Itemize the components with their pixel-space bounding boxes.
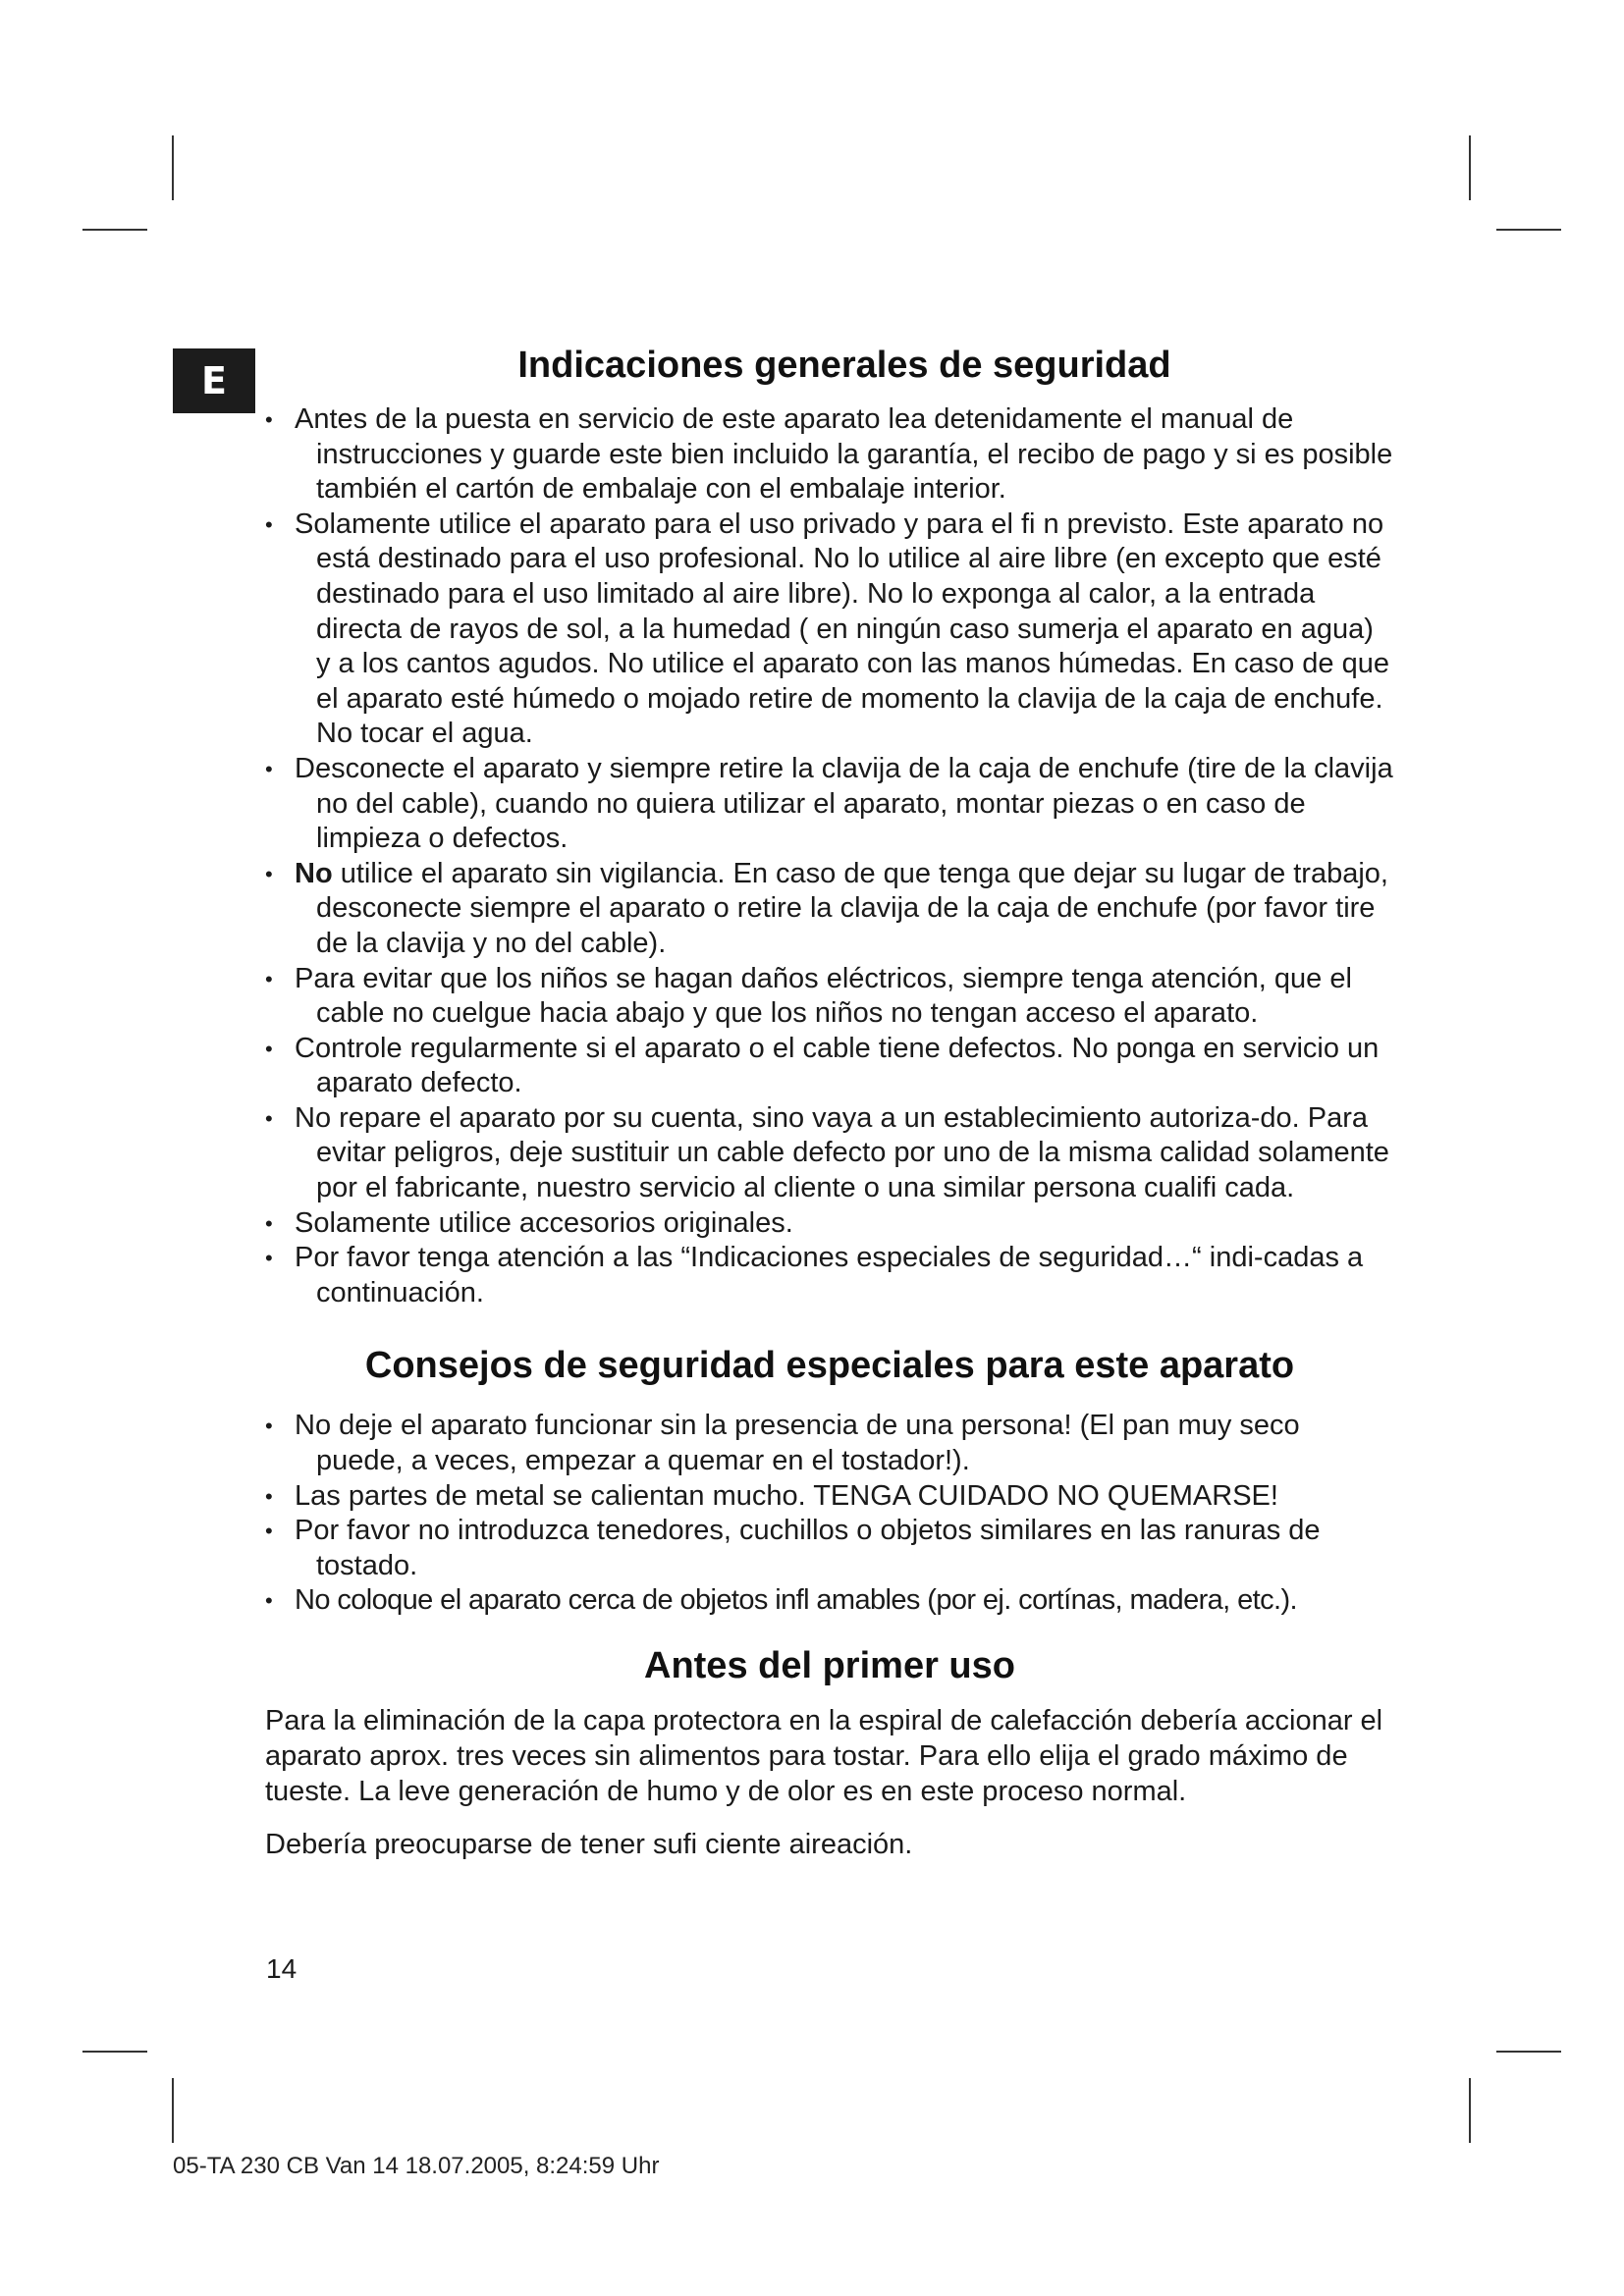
supervision-text: utilice el aparato sin vigilancia. En caso de que tenga que dejar su lugar de trabajo, desconecte siempre el aparato o retire la clavija de la caja de enchufe (por favor tire de la clavija y no del cable). xyxy=(316,857,1388,959)
crop-mark-bottom-left-horizontal xyxy=(82,2051,147,2053)
list-item: • Por favor no introduzca tenedores, cuchillos o objetos similares en las ranuras de tostado. xyxy=(265,1514,1394,1583)
section-title-general-safety: Indicaciones generales de seguridad xyxy=(517,345,1171,386)
crop-mark-top-right-vertical xyxy=(1469,135,1471,200)
crop-mark-bottom-right-horizontal xyxy=(1496,2051,1561,2053)
ventilation-paragraph: Debería preocuparse de tener sufi ciente aireación. xyxy=(265,1829,913,1860)
crop-mark-top-left-vertical xyxy=(172,135,174,200)
list-item: • No coloque el aparato cerca de objetos infl amables (por ej. cortínas, madera, etc.). xyxy=(265,1583,1394,1619)
list-item: • Solamente utilice accesorios originales. xyxy=(265,1206,1394,1242)
list-item: • No repare el aparato por su cuenta, sino vaya a un establecimiento autoriza-do. Para evitar peligros, deje sustituir un cable defecto por uno de la misma calidad solamente por el fabricante, nuestro servicio al cliente o una similar persona cualifi cada. xyxy=(265,1101,1394,1206)
crop-mark-bottom-left-vertical xyxy=(172,2078,174,2143)
print-footer: 05-TA 230 CB Van 14 18.07.2005, 8:24:59 Uhr xyxy=(173,2153,660,2179)
general-safety-list xyxy=(265,402,1394,1310)
language-tab: E xyxy=(173,348,255,413)
section-title-first-use: Antes del primer uso xyxy=(644,1645,1015,1686)
list-item: • Desconecte el aparato y siempre retire la clavija de la caja de enchufe (tire de la clavija no del cable), cuando no quiera utilizar el aparato, montar piezas o en caso de limpieza o defectos. xyxy=(265,752,1394,857)
page-number: 14 xyxy=(266,1953,298,1984)
emphasis-no: No xyxy=(295,857,333,889)
crop-mark-top-left-horizontal xyxy=(82,229,147,231)
list-item: • Las partes de metal se calientan mucho. TENGA CUIDADO NO QUEMARSE! xyxy=(265,1479,1394,1515)
list-item: • Solamente utilice el aparato para el uso privado y para el fi n previsto. Este aparato no está destinado para el uso profesional. No lo utilice al aire libre (en excepto que esté destinado para el uso limitado al aire libre). No lo exponga al calor, a la entrada directa de rayos de sol, a la humedad ( en ningún caso sumerja el aparato en agua) y a los cantos agudos. No utilice el aparato con las manos húmedas. En caso de que el aparato esté húmedo o mojado retire de momento la clavija de la caja de enchufe. No tocar el agua. xyxy=(265,507,1394,752)
list-item: • Antes de la puesta en servicio de este aparato lea detenidamente el manual de instrucciones y guarde este bien incluido la garantía, el recibo de pago y si es posible también el cartón de embalaje con el embalaje interior. xyxy=(265,402,1394,507)
crop-mark-top-right-horizontal xyxy=(1496,229,1561,231)
special-safety-list xyxy=(265,1409,1394,1619)
first-use-paragraph: Para la eliminación de la capa protectora en la espiral de calefacción debería accionar el aparato aprox. tres veces sin alimentos para tostar. Para ello elija el grado máximo de tueste. La leve generación de humo y de olor es en este proceso normal. xyxy=(265,1705,1383,1807)
list-item: • Controle regularmente si el aparato o el cable tiene defectos. No ponga en servicio un aparato defecto. xyxy=(265,1032,1394,1101)
list-item: • No deje el aparato funcionar sin la presencia de una persona! (El pan muy seco puede, a veces, empezar a quemar en el tostador!). xyxy=(265,1409,1394,1478)
crop-mark-bottom-right-vertical xyxy=(1469,2078,1471,2143)
list-item: • Por favor tenga atención a las “Indicaciones especiales de seguridad…“ indi-cadas a continuación. xyxy=(265,1241,1394,1310)
list-item-supervision xyxy=(265,857,1394,962)
list-item: • Para evitar que los niños se hagan daños eléctricos, siempre tenga atención, que el cable no cuelgue hacia abajo y que los niños no tengan acceso el aparato. xyxy=(265,962,1394,1032)
page-content xyxy=(265,342,1394,1862)
section-title-special-safety: Consejos de seguridad especiales para este aparato xyxy=(364,1345,1295,1387)
